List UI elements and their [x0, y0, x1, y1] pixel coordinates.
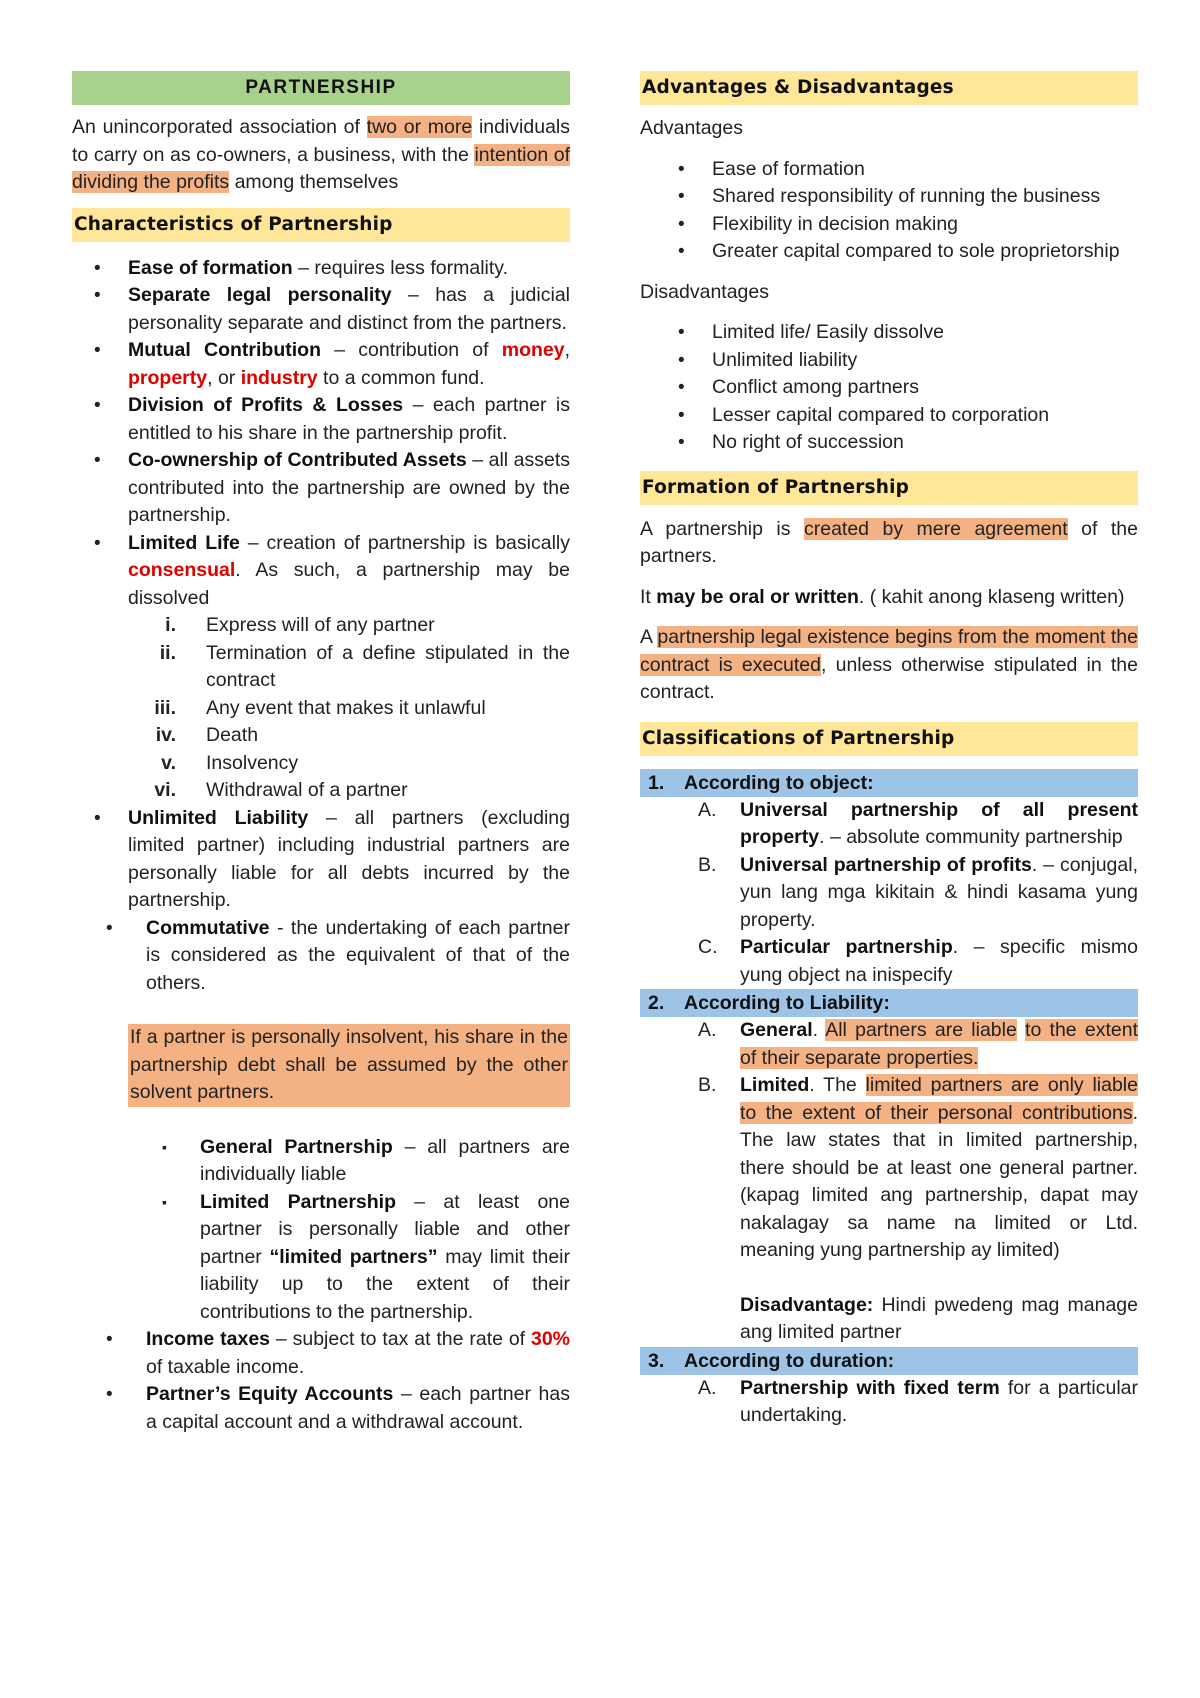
list-item: ii. Termination of a define stipulated in the contract [159, 641, 570, 691]
class-by-duration: 3. According to duration: [640, 1347, 1138, 1375]
list-item: B. Limited. The limited partners are only liable to the extent of their personal contributions. The law states that in limited partnership, there should be at least one general partner. (kapag limited ang partnership, dapat may nakalagay sa name na limited or Ltd. meaning yung partnership ay limited) [698, 1074, 1138, 1261]
limited-disadvantage: Disadvantage: Hindi pwedeng mag manage ang limited partner [740, 1293, 1138, 1343]
advantages-list [640, 156, 1138, 266]
right-column [640, 71, 1138, 1430]
formation-oral-written: It may be oral or written. ( kahit anong klaseng written) [640, 585, 1125, 608]
formation-agreement: A partnership is created by mere agreement of the partners. [640, 517, 1138, 567]
list-item: i. Express will of any partner [165, 614, 435, 636]
characteristics-list-end [72, 1326, 570, 1436]
list-item: iv. Death [155, 724, 259, 746]
list-item: • Income taxes – subject to tax at the rate of 30% of taxable income. [72, 1326, 570, 1381]
class-by-object: 1. According to object: [640, 769, 1138, 797]
list-item: • Mutual Contribution – contribution of money, property, or industry to a common fund. [72, 337, 570, 392]
list-item: • Conflict among partners [640, 374, 1138, 402]
list-item: • Lesser capital compared to corporation [640, 402, 1138, 430]
list-item: ▪ General Partnership – all partners are individually liable [72, 1134, 570, 1189]
list-item: • Ease of formation – requires less formality. [72, 255, 570, 283]
disadvantages-label: Disadvantages [640, 280, 769, 303]
list-item: vi. Withdrawal of a partner [154, 779, 408, 801]
list-item: • Unlimited Liability – all partners (excluding limited partner) including industrial partners are personally liable for all debts incurred by the partnership. [72, 805, 570, 915]
list-item: • Flexibility in decision making [640, 211, 1138, 239]
disadvantages-list [640, 319, 1138, 457]
list-item: • Separate legal personality – has a judicial personality separate and distinct from the partners. [72, 282, 570, 337]
list-item: A. Partnership with fixed term for a particular undertaking. [698, 1376, 1138, 1426]
dissolution-list [72, 612, 570, 805]
list-item: • Greater capital compared to sole proprietorship [640, 238, 1138, 266]
list-item: • No right of succession [640, 429, 1138, 457]
classifications-heading: Classifications of Partnership [640, 722, 1138, 756]
left-column [72, 71, 570, 1436]
list-item: • Shared responsibility of running the business [640, 183, 1138, 211]
list-item: • Commutative - the undertaking of each partner is considered as the equivalent of that of the others. [72, 915, 570, 998]
list-item: • Partner’s Equity Accounts – each partner has a capital account and a withdrawal account. [72, 1381, 570, 1436]
list-item: • Unlimited liability [640, 347, 1138, 375]
partnership-definition: An unincorporated association of two or more individuals to carry on as co-owners, a business, with the intention of dividing the profits among themselves [72, 116, 570, 193]
list-item: A. Universal partnership of all present property. – absolute community partnership [698, 798, 1138, 848]
list-item: iii. Any event that makes it unlawful [154, 696, 486, 719]
list-item: C. Particular partnership. – specific mismo yung object na inispecify [698, 936, 1138, 986]
partnership-types-list [72, 1134, 570, 1327]
list-item: • Division of Profits & Losses – each partner is entitled to his share in the partnership profit. [72, 392, 570, 447]
list-item: • Ease of formation [640, 156, 1138, 184]
formation-legal-existence: A partnership legal existence begins from the moment the contract is executed, unless otherwise stipulated in the contract. [640, 626, 1138, 703]
list-item: ▪ Limited Partnership – at least one partner is personally liable and other partner “limited partners” may limit their liability up to the extent of their contributions to the partnership. [72, 1189, 570, 1327]
insolvent-note: If a partner is personally insolvent, his share in the partnership debt shall be assumed by the other solvent partners. [128, 1024, 570, 1107]
characteristics-heading: Characteristics of Partnership [72, 208, 570, 242]
list-item: v. Insolvency [161, 751, 299, 774]
list-item: A. General. All partners are liable to the extent of their separate properties. [698, 1019, 1138, 1069]
list-item: B. Universal partnership of profits. – conjugal, yun lang mga kikitain & hindi kasama yung property. [698, 853, 1138, 931]
characteristics-list-continued [72, 805, 570, 998]
list-item: • Limited life/ Easily dissolve [640, 319, 1138, 347]
partnership-title: PARTNERSHIP [72, 71, 570, 105]
characteristics-list [72, 255, 570, 613]
class-by-liability: 2. According to Liability: [640, 989, 1138, 1017]
formation-heading: Formation of Partnership [640, 471, 1138, 505]
list-item: • Limited Life – creation of partnership is basically consensual. As such, a partnership may be dissolved [72, 530, 570, 613]
list-item: • Co-ownership of Contributed Assets – all assets contributed into the partnership are owned by the partnership. [72, 447, 570, 530]
advantages-heading: Advantages & Disadvantages [640, 71, 1138, 105]
advantages-label: Advantages [640, 117, 743, 139]
